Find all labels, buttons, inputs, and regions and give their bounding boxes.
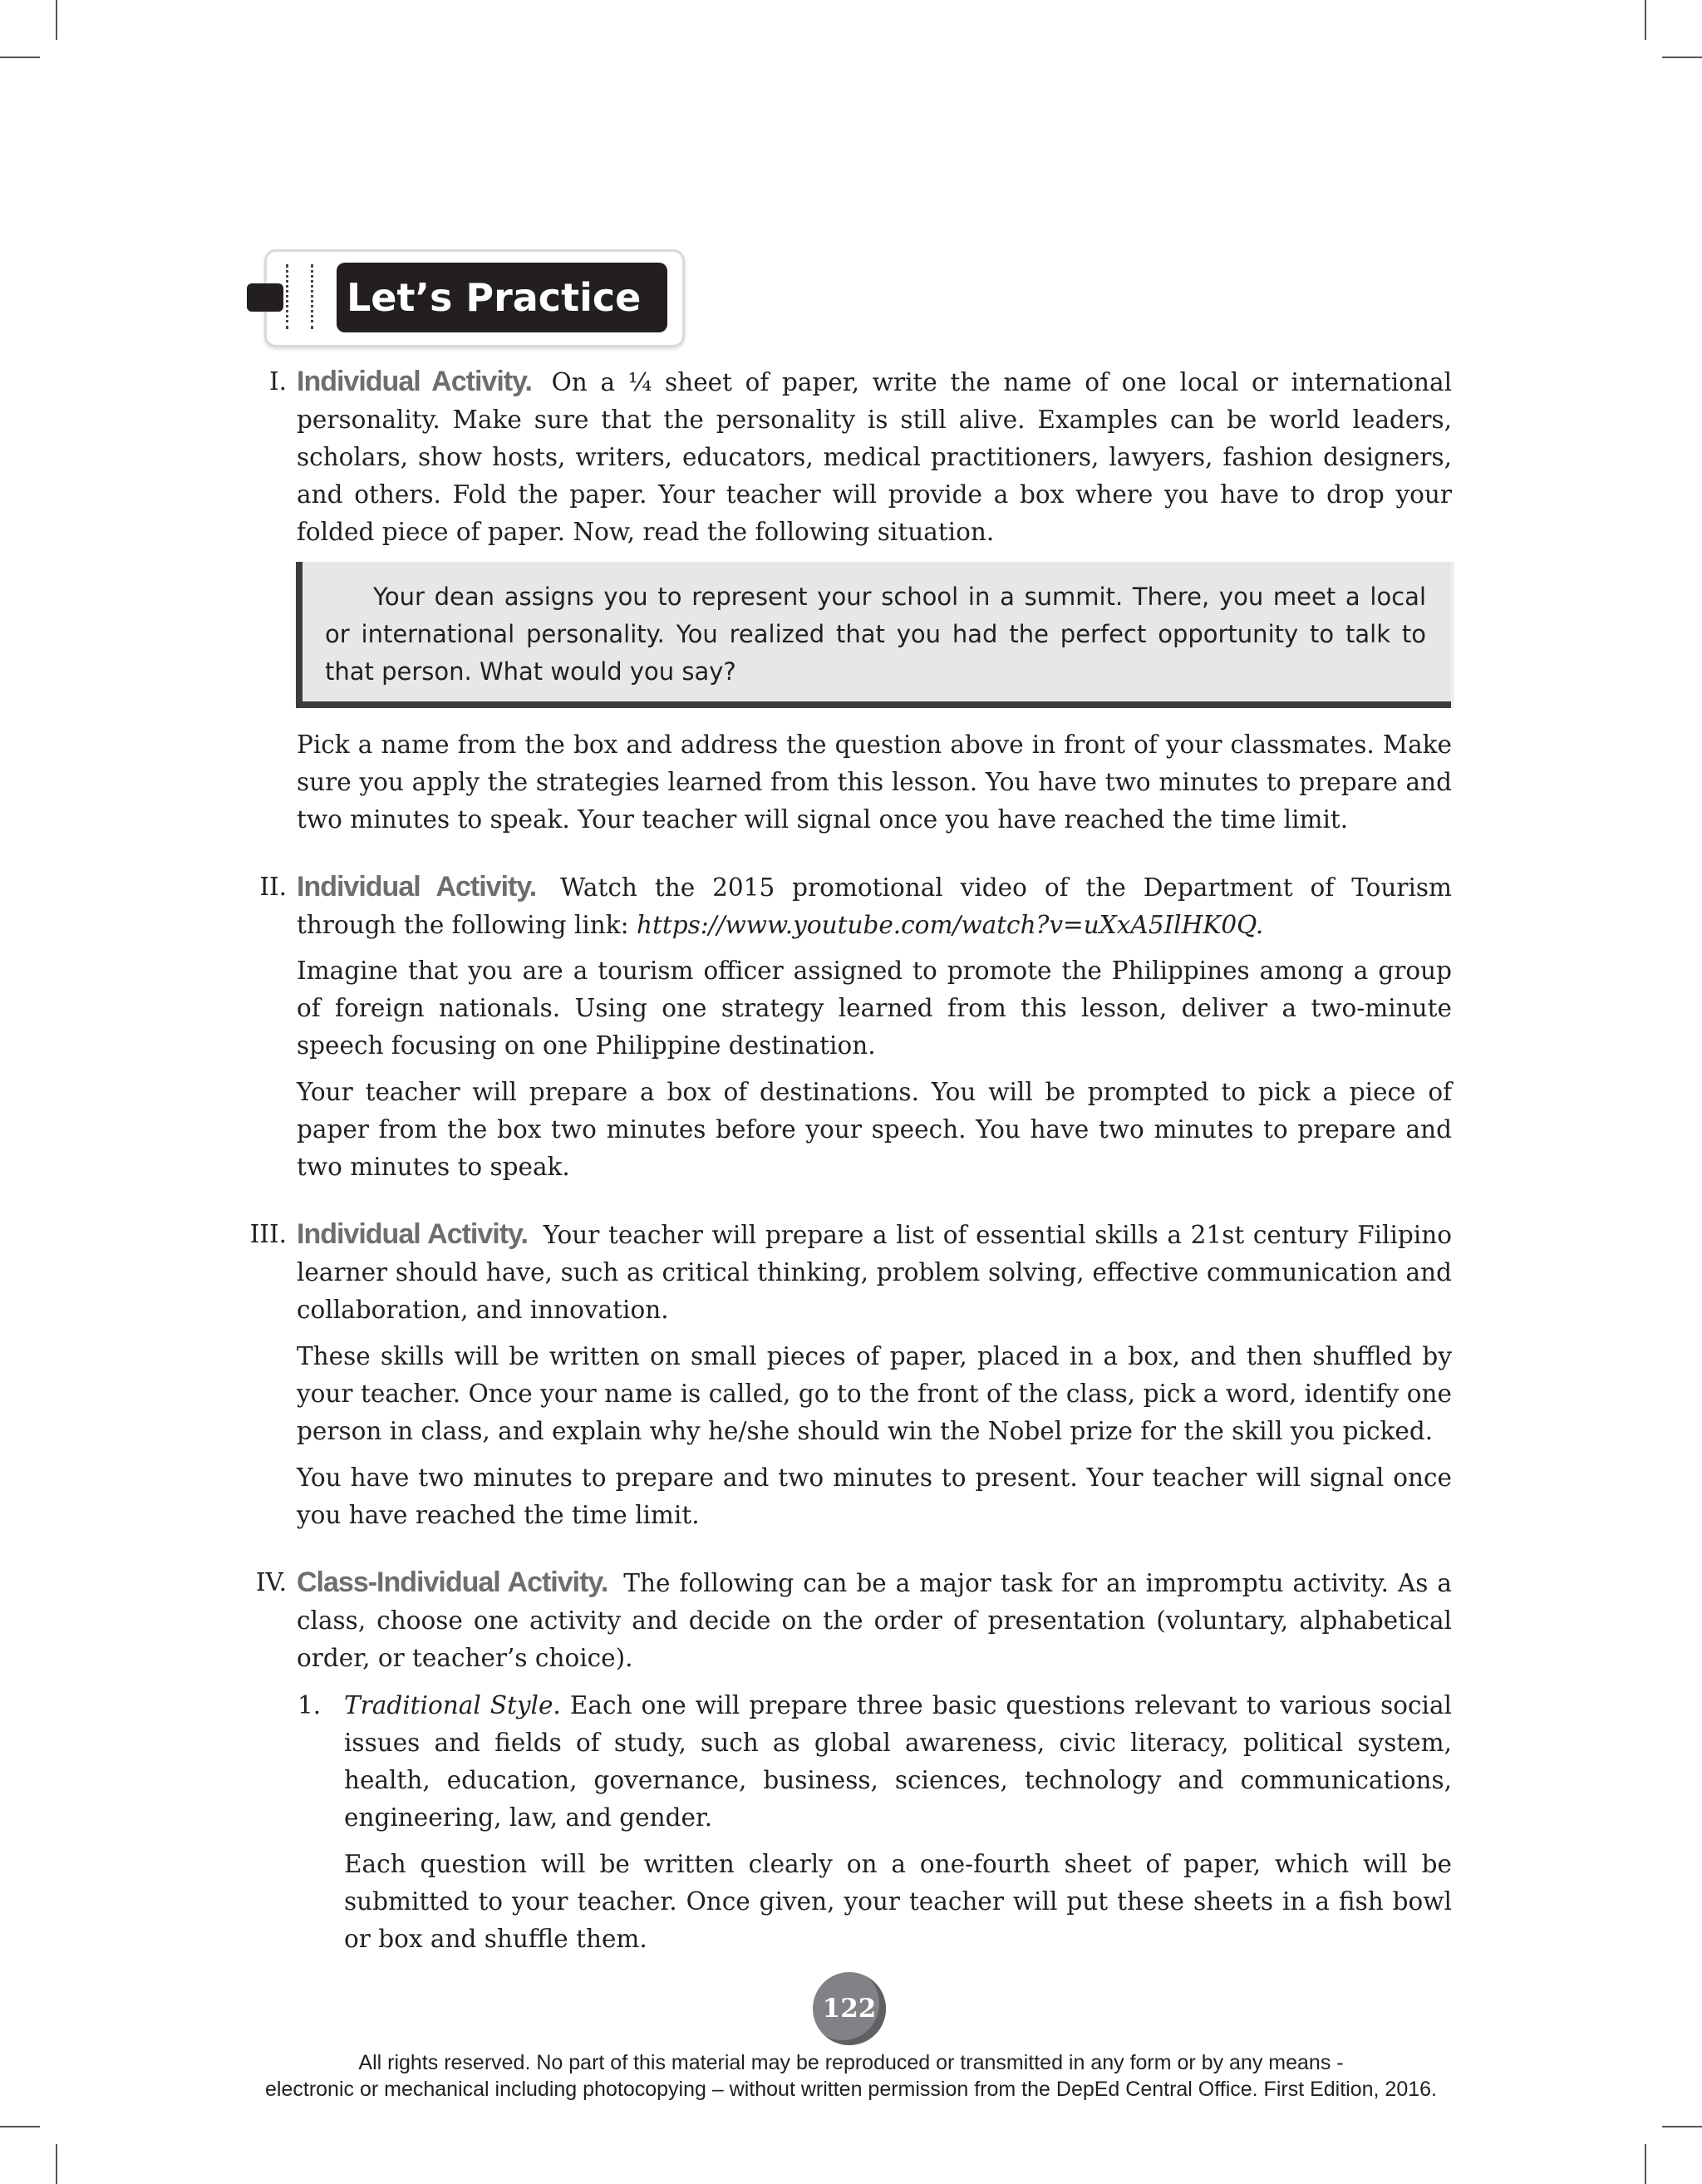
- activity-heading: Class-Individual Activity.: [297, 1567, 608, 1598]
- activity-numeral: II.: [259, 873, 287, 901]
- crop-mark: [1662, 2126, 1702, 2127]
- activity-2-paragraph: Imagine that you are a tourism officer assigned to promote the Philippines among a group of foreign nationals. Using one strategy learned from this lesson, deliver a two-minute speech focusing on one Philippine destination.: [297, 957, 1452, 1060]
- list-item-text: [344, 1687, 1452, 1837]
- activity-intro-text: The following can be a major task for an impromptu activity. As a class, choose one activity and decide on the order of presentation (voluntary, alphabetical order, or teacher’s choice).: [297, 1569, 1452, 1672]
- activity-heading: Individual Activity.: [297, 871, 537, 903]
- activity-heading: Individual Activity.: [297, 1218, 528, 1250]
- activity-2-intro: [297, 868, 1452, 944]
- crop-mark: [56, 2144, 57, 2184]
- section-header-dots: [311, 264, 313, 329]
- activity-numeral: I.: [268, 367, 287, 396]
- crop-mark: [1662, 57, 1702, 58]
- activity-2-paragraph: Your teacher will prepare a box of destinations. You will be prompted to pick a piece of paper from the box two minutes before your speech. You have two minutes to prepare and two minutes to speak.: [297, 1078, 1452, 1181]
- activity-intro-text: Your teacher will prepare a list of essential skills a 21st century Filipino learner should have, such as critical thinking, problem solving, effective communication and collaboration, and innovation.: [297, 1221, 1452, 1324]
- scenario-box: [296, 562, 1451, 708]
- activity-intro-text: Watch the 2015 promotional video of the Department of Tourism through the following link:: [297, 873, 1452, 939]
- list-item-paragraph: Each question will be written clearly on a one-fourth sheet of paper, which will be submitted to your teacher. Once given, your teacher will put these sheets in a fish bowl or box and shuffle them.: [344, 1850, 1452, 1953]
- activity-numeral: IV.: [255, 1568, 287, 1596]
- section-header-dots: [286, 264, 288, 329]
- page-number: 122: [813, 1972, 886, 2045]
- activity-3-intro: [297, 1216, 1452, 1329]
- activity-numeral: III.: [249, 1220, 287, 1248]
- list-item-title: Traditional Style: [344, 1691, 553, 1719]
- footer-line: electronic or mechanical including photocopying – without written permission from the DepEd Central Office. First Edition, 2016.: [265, 2078, 1437, 2101]
- activity-4-intro: [297, 1564, 1452, 1677]
- activity-3-paragraph: These skills will be written on small pieces of paper, placed in a box, and then shuffled by your teacher. Once your name is called, go to the front of the class, pick a word, identify one person in class, and explain why he/she should win the Nobel prize for the skill you picked.: [297, 1342, 1452, 1445]
- activity-1-paragraph: Pick a name from the box and address the question above in front of your classmates. Make sure you apply the strategies learned from this lesson. You have two minutes to prepare and two minutes to speak. Your teacher will signal once you have reached the time limit.: [297, 730, 1452, 834]
- crop-mark: [0, 57, 40, 58]
- section-header-stub: [247, 283, 283, 312]
- section-title: Let’s Practice: [337, 263, 667, 332]
- list-item-number: 1.: [298, 1691, 322, 1719]
- footer-line: All rights reserved. No part of this material may be reproduced or transmitted in any form or by any means -: [358, 2051, 1344, 2074]
- crop-mark: [56, 0, 57, 40]
- activity-intro-text: On a ¼ sheet of paper, write the name of one local or international personality. Make sure that the personality is still alive. Examples can be world leaders, scholars, show hosts, writers, educators, medical practitioners, lawyers, fashion designers, and others. Fold the paper. Your teacher will provide a box where you have to drop your folded piece of paper. Now, read the following situation.: [297, 368, 1453, 546]
- activity-heading: Individual Activity.: [297, 366, 532, 397]
- list-item-body: . Each one will prepare three basic questions relevant to various social issues and fields of study, such as global awareness, civic literacy, political system, health, education, governance, business, sciences, technology and communications, engineering, law, and gender.: [344, 1691, 1452, 1832]
- activity-3-paragraph: You have two minutes to prepare and two minutes to present. Your teacher will signal once you have reached the time limit.: [297, 1463, 1452, 1529]
- activity-1-intro: [297, 363, 1452, 551]
- video-link[interactable]: https://www.youtube.com/watch?v=uXxA5IlHK0Q.: [636, 911, 1264, 939]
- crop-mark: [1645, 2144, 1646, 2184]
- crop-mark: [0, 2126, 40, 2127]
- crop-mark: [1645, 0, 1646, 40]
- scenario-text: Your dean assigns you to represent your school in a summit. There, you meet a local or international personality. You realized that you had the perfect opportunity to talk to that person. What would you say?: [325, 583, 1426, 686]
